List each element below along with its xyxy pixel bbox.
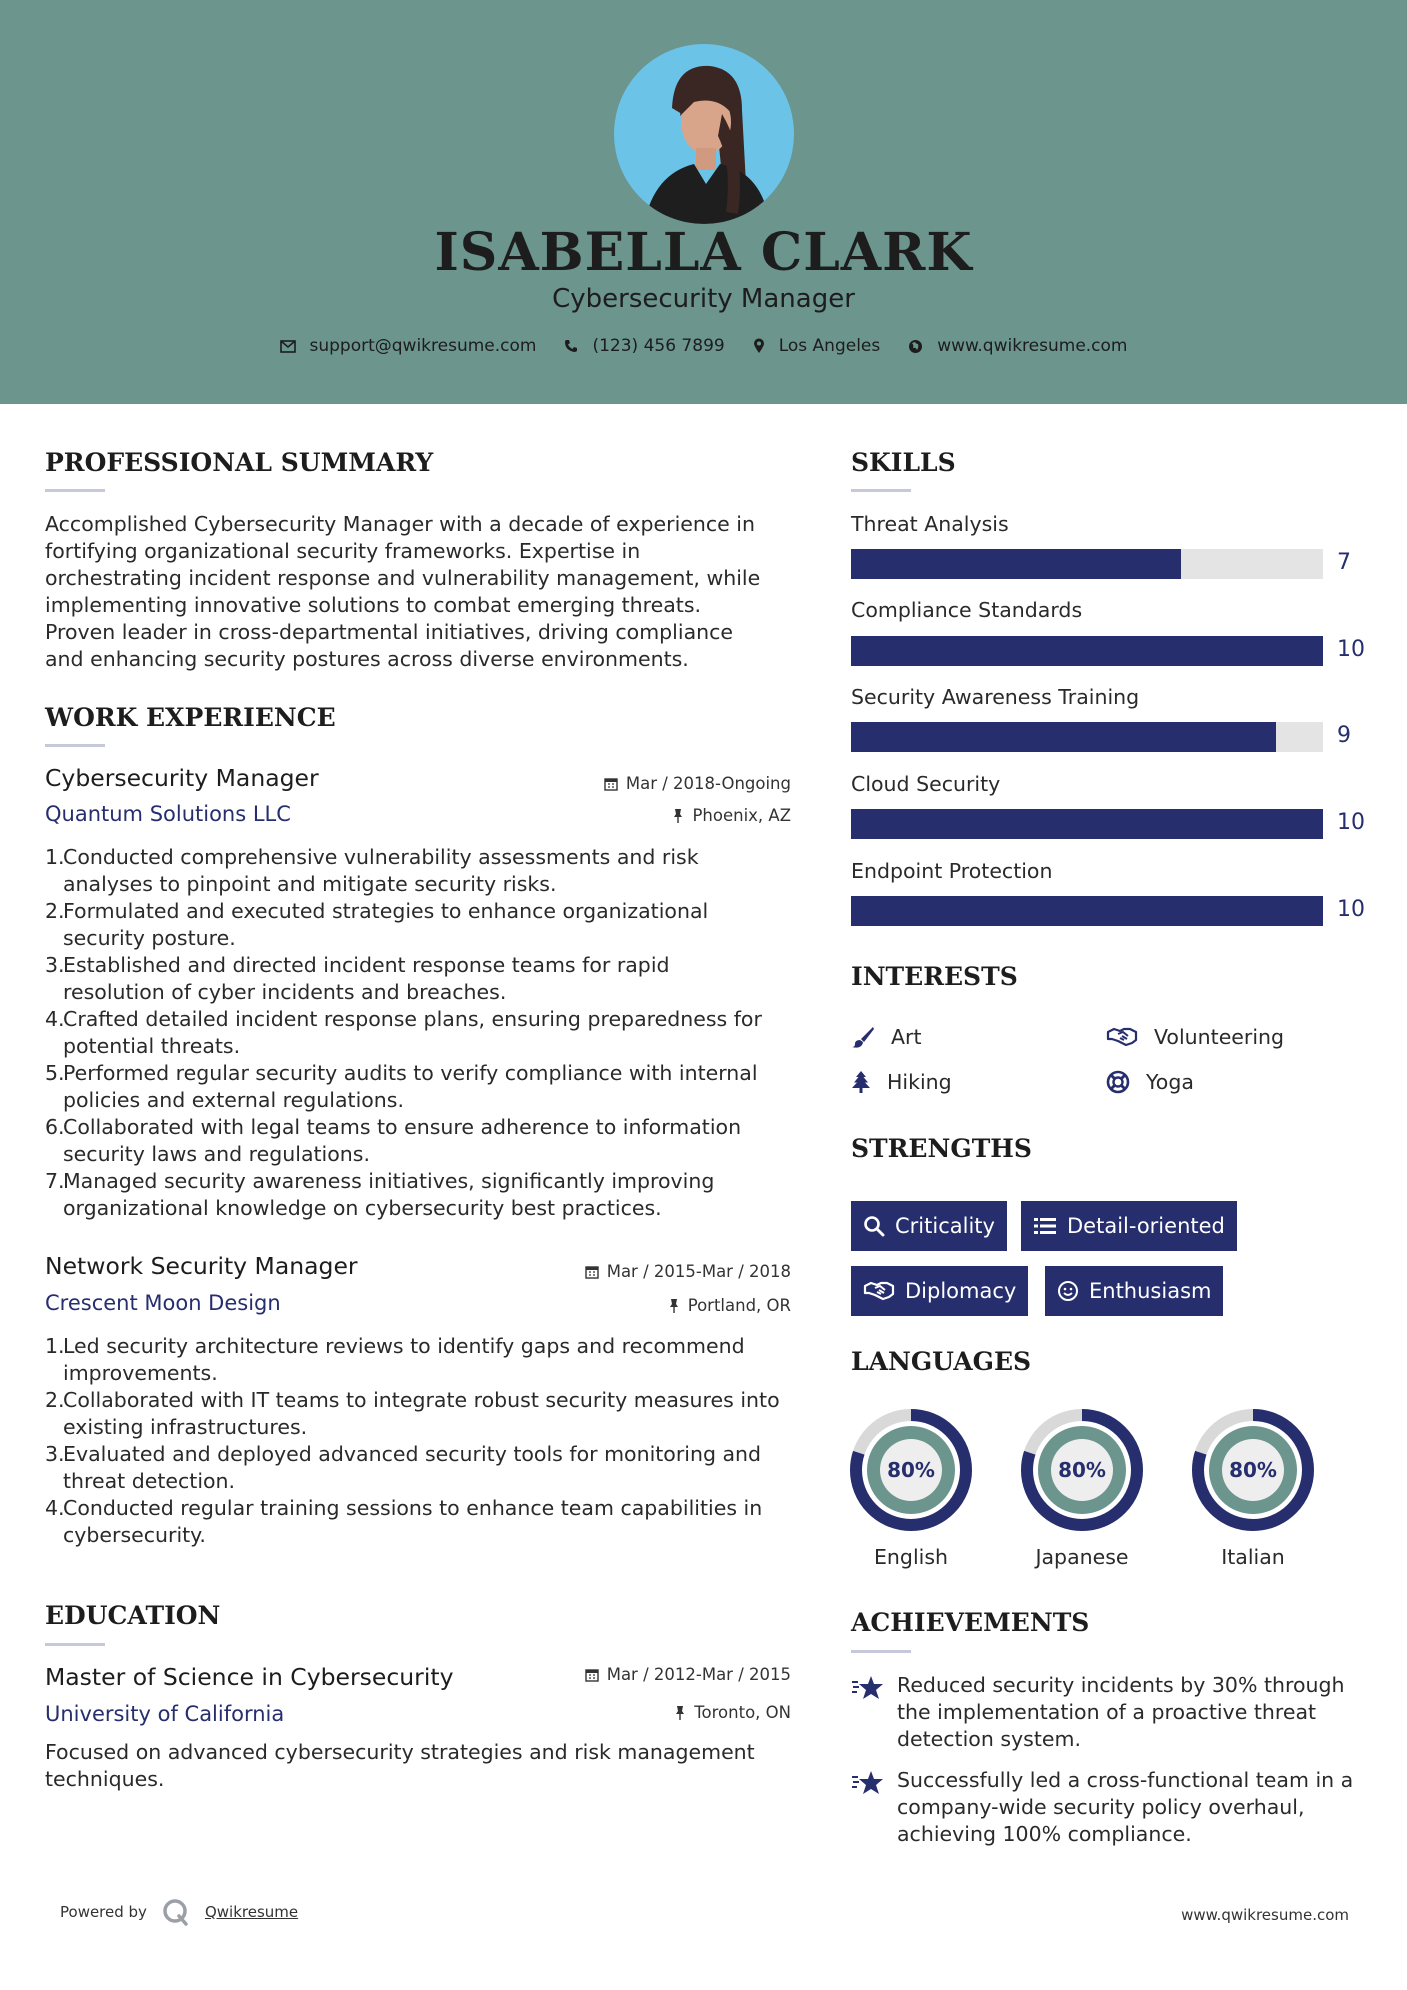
tree-icon (851, 1070, 871, 1094)
strength-chip (1021, 1201, 1237, 1251)
bullet-line: security laws and regulations. (63, 1142, 370, 1166)
contact-website[interactable] (908, 336, 1127, 356)
contact-email-text: support@qwikresume.com (309, 336, 537, 356)
lifebuoy-icon (1106, 1070, 1130, 1094)
summary-line: Accomplished Cybersecurity Manager with a decade of experience in (45, 512, 755, 536)
bullet-line: Evaluated and deployed advanced security tools for monitoring and (63, 1442, 762, 1466)
achievements-heading-rule (851, 1650, 911, 1653)
job-bullet (45, 1006, 805, 1060)
language-percent: 80% (887, 1458, 935, 1482)
bullet-line: organizational knowledge on cybersecurity best practices. (63, 1196, 662, 1220)
search-icon (863, 1215, 885, 1237)
bullet-number: 4. (45, 1007, 65, 1031)
job-bullet (45, 1168, 805, 1222)
summary-text (45, 511, 805, 673)
interest-label: Yoga (1146, 1070, 1194, 1094)
job-bullet (45, 1387, 805, 1441)
star-icon (851, 1769, 885, 1797)
interests-heading: INTERESTS (851, 962, 1018, 991)
bullet-number: 3. (45, 1442, 65, 1466)
achievement-text (897, 1672, 1362, 1753)
pushpin-icon (668, 1298, 680, 1313)
job-bullet (45, 952, 805, 1006)
contact-email[interactable] (280, 336, 537, 356)
contact-phone-text: (123) 456 7899 (592, 336, 725, 356)
handshake-icon (1106, 1026, 1138, 1048)
bullet-line: improvements. (63, 1361, 218, 1385)
education-line: Focused on advanced cybersecurity strategies and risk management (45, 1740, 755, 1764)
bullet-number: 1. (45, 1334, 65, 1358)
job-bullet (45, 898, 805, 952)
skills-heading: SKILLS (851, 448, 956, 477)
job-bullet-list (45, 1333, 805, 1549)
achievement-text (897, 1767, 1362, 1848)
bullet-line: Led security architecture reviews to identify gaps and recommend (63, 1334, 745, 1358)
skill-name: Security Awareness Training (851, 685, 1140, 709)
education-line: techniques. (45, 1767, 165, 1791)
powered-by-text: Powered by (60, 1903, 147, 1921)
bullet-line: Conducted regular training sessions to enhance team capabilities in (63, 1496, 763, 1520)
strength-chip (851, 1266, 1028, 1316)
phone-icon (564, 339, 578, 353)
strength-chip (851, 1201, 1007, 1251)
degree-title: Master of Science in Cybersecurity (45, 1663, 454, 1691)
strength-label: Enthusiasm (1089, 1279, 1212, 1303)
skill-name: Cloud Security (851, 772, 1001, 796)
skill-bar-fill (851, 896, 1323, 926)
job-dates (604, 774, 791, 793)
skill-bar-fill (851, 722, 1276, 752)
experience-heading: WORK EXPERIENCE (45, 703, 336, 732)
pushpin-icon (674, 1705, 686, 1720)
education-heading: EDUCATION (45, 1601, 221, 1630)
company-name: Quantum Solutions LLC (45, 802, 291, 826)
star-icon (851, 1674, 885, 1702)
skill-name: Compliance Standards (851, 598, 1083, 622)
skill-value: 7 (1337, 550, 1351, 575)
education-dates (585, 1665, 791, 1684)
achievement-item (851, 1672, 1362, 1753)
job-bullet (45, 844, 805, 898)
contact-location-text: Los Angeles (778, 336, 881, 356)
bullet-line: potential threats. (63, 1034, 241, 1058)
education-dates-text: Mar / 2012-Mar / 2015 (606, 1665, 791, 1684)
bullet-line: Collaborated with legal teams to ensure adherence to information (63, 1115, 742, 1139)
job-dates-text: Mar / 2015-Mar / 2018 (606, 1262, 791, 1281)
bullet-number: 5. (45, 1061, 65, 1085)
education-location (674, 1703, 791, 1722)
company-name: Crescent Moon Design (45, 1291, 281, 1315)
bullet-line: policies and external regulations. (63, 1088, 404, 1112)
summary-line: implementing innovative solutions to combat emerging threats. (45, 593, 702, 617)
language-name: Japanese (1035, 1545, 1129, 1569)
skill-bar-track (851, 722, 1323, 752)
job-bullet-list (45, 844, 805, 1222)
bullet-line: Managed security awareness initiatives, significantly improving (63, 1169, 715, 1193)
smile-icon (1057, 1280, 1079, 1302)
calendar-icon (585, 1265, 599, 1279)
job-dates (585, 1262, 791, 1281)
list-icon (1033, 1216, 1057, 1236)
language-ring (850, 1409, 972, 1531)
language-name: English (873, 1545, 949, 1569)
language-percent: 80% (1229, 1458, 1277, 1482)
profile-photo (614, 44, 794, 224)
bullet-line: threat detection. (63, 1469, 236, 1493)
bullet-number: 7. (45, 1169, 65, 1193)
calendar-icon (585, 1668, 599, 1682)
education-heading-rule (45, 1643, 105, 1646)
summary-heading: PROFESSIONAL SUMMARY (45, 448, 434, 477)
interest-item (851, 1025, 922, 1049)
job-location-text: Phoenix, AZ (692, 806, 791, 825)
contact-phone[interactable] (564, 336, 724, 356)
skill-value: 9 (1337, 723, 1351, 748)
experience-heading-rule (45, 744, 105, 747)
strength-label: Criticality (895, 1214, 995, 1238)
skill-bar-track (851, 809, 1323, 839)
bullet-line: existing infrastructures. (63, 1415, 308, 1439)
summary-line: and enhancing security postures across diverse environments. (45, 647, 689, 671)
job-bullet (45, 1333, 805, 1387)
bullet-number: 4. (45, 1496, 65, 1520)
job-location (672, 806, 791, 825)
bullet-line: Formulated and executed strategies to enhance organizational (63, 899, 709, 923)
achievements-heading: ACHIEVEMENTS (851, 1608, 1090, 1637)
qwikresume-logo-icon (161, 1897, 191, 1927)
bullet-line: Performed regular security audits to verify compliance with internal (63, 1061, 758, 1085)
contact-bar (0, 336, 1407, 356)
job-dates-text: Mar / 2018-Ongoing (625, 774, 791, 793)
bullet-line: Conducted comprehensive vulnerability assessments and risk (63, 845, 699, 869)
bullet-number: 2. (45, 899, 65, 923)
skill-value: 10 (1337, 810, 1365, 835)
contact-website-text: www.qwikresume.com (937, 336, 1128, 356)
job-bullet (45, 1114, 805, 1168)
bullet-number: 1. (45, 845, 65, 869)
interest-label: Volunteering (1154, 1025, 1285, 1049)
skill-bar-fill (851, 809, 1323, 839)
bullet-number: 6. (45, 1115, 65, 1139)
job-bullet (45, 1060, 805, 1114)
skill-value: 10 (1337, 637, 1365, 662)
strengths-heading: STRENGTHS (851, 1134, 1032, 1163)
handshake-icon (863, 1280, 895, 1302)
summary-line: fortifying organizational security frameworks. Expertise in (45, 539, 641, 563)
language-ring (1021, 1409, 1143, 1531)
candidate-name: ISABELLA CLARK (434, 222, 973, 283)
pushpin-icon (672, 808, 684, 823)
languages-heading: LANGUAGES (851, 1347, 1032, 1376)
summary-line: orchestrating incident response and vulnerability management, while (45, 566, 761, 590)
skills-heading-rule (851, 489, 911, 492)
bullet-line: cybersecurity. (63, 1523, 206, 1547)
portrait-illustration (614, 44, 794, 224)
skill-value: 10 (1337, 897, 1365, 922)
achievement-line: company-wide security policy overhaul, (897, 1795, 1305, 1819)
bullet-line: Collaborated with IT teams to integrate robust security measures into (63, 1388, 780, 1412)
job-title: Network Security Manager (45, 1252, 358, 1280)
skill-bar-track (851, 636, 1323, 666)
resume-header (0, 0, 1407, 404)
summary-line: Proven leader in cross-departmental initiatives, driving compliance (45, 620, 734, 644)
job-location-text: Portland, OR (687, 1296, 791, 1315)
achievement-line: detection system. (897, 1727, 1081, 1751)
interest-item (1106, 1070, 1194, 1094)
skill-bar-fill (851, 636, 1323, 666)
globe-icon (908, 339, 923, 354)
language-ring (1192, 1409, 1314, 1531)
interest-item (1106, 1025, 1284, 1049)
bullet-number: 2. (45, 1388, 65, 1412)
bullet-line: Crafted detailed incident response plans, ensuring preparedness for (63, 1007, 762, 1031)
paintbrush-icon (851, 1025, 875, 1049)
envelope-icon (280, 340, 296, 353)
candidate-title: Cybersecurity Manager (552, 284, 855, 314)
interest-label: Hiking (887, 1070, 952, 1094)
skill-bar-track (851, 896, 1323, 926)
skill-name: Endpoint Protection (851, 859, 1053, 883)
footer-url[interactable]: www.qwikresume.com (1181, 1906, 1349, 1924)
job-title: Cybersecurity Manager (45, 764, 319, 792)
job-bullet (45, 1441, 805, 1495)
bullet-line: Established and directed incident response teams for rapid (63, 953, 670, 977)
language-percent: 80% (1058, 1458, 1106, 1482)
bullet-number: 3. (45, 953, 65, 977)
map-pin-icon (753, 338, 765, 354)
job-bullet (45, 1495, 805, 1549)
education-description (45, 1739, 805, 1793)
brand-link[interactable]: Qwikresume (204, 1903, 299, 1921)
interest-item (851, 1070, 952, 1094)
calendar-icon (604, 777, 618, 791)
strength-label: Diplomacy (905, 1279, 1017, 1303)
achievement-line: Reduced security incidents by 30% through (897, 1673, 1345, 1697)
summary-heading-rule (45, 489, 105, 492)
school-name: University of California (45, 1702, 285, 1726)
language-name: Italian (1221, 1545, 1285, 1569)
education-location-text: Toronto, ON (694, 1703, 791, 1722)
skill-bar-fill (851, 549, 1181, 579)
skill-bar-track (851, 549, 1323, 579)
job-location (668, 1296, 791, 1315)
footer-powered-by (60, 1897, 298, 1927)
achievement-item (851, 1767, 1362, 1848)
interest-label: Art (891, 1025, 922, 1049)
bullet-line: analyses to pinpoint and mitigate security risks. (63, 872, 557, 896)
achievement-line: Successfully led a cross-functional team in a (897, 1768, 1354, 1792)
skill-name: Threat Analysis (851, 512, 1009, 536)
achievement-line: achieving 100% compliance. (897, 1822, 1192, 1846)
strength-chip (1045, 1266, 1223, 1316)
contact-location (753, 336, 881, 356)
bullet-line: security posture. (63, 926, 236, 950)
bullet-line: resolution of cyber incidents and breaches. (63, 980, 507, 1004)
achievement-line: the implementation of a proactive threat (897, 1700, 1317, 1724)
strength-label: Detail-oriented (1067, 1214, 1225, 1238)
